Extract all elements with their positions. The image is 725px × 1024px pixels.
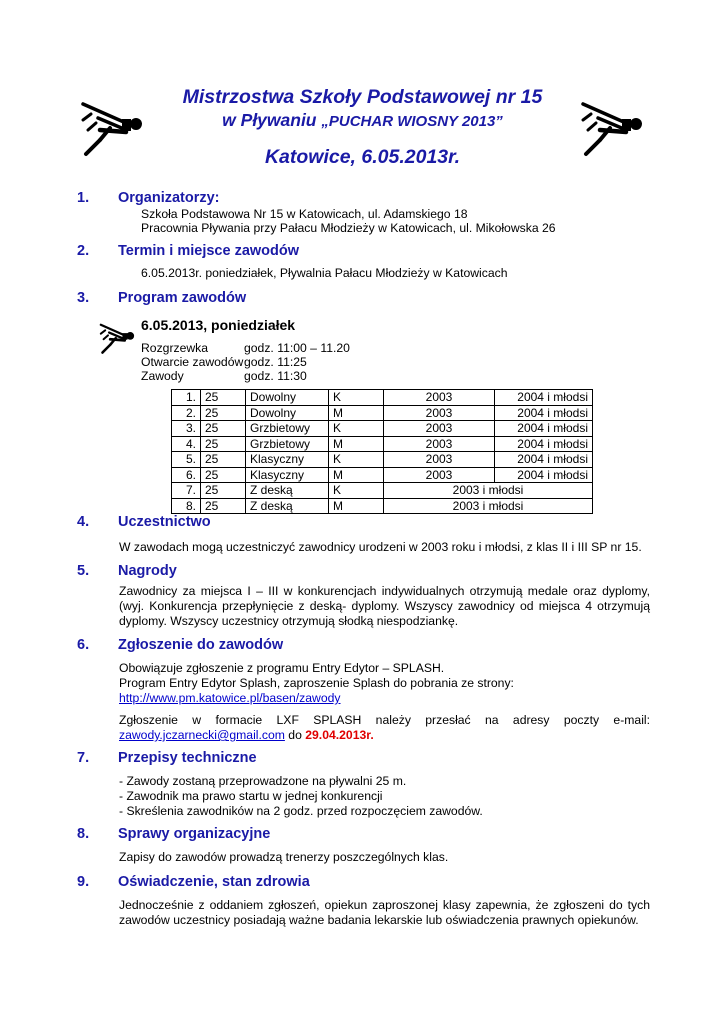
event-birth-year: 2003 [384,405,495,421]
schedule-time: godz. 11:00 – 11.20 [244,341,350,355]
table-row [172,390,593,406]
event-stroke: Z deską [246,483,329,499]
section-title: Uczestnictwo [118,514,211,530]
event-birth-year: 2003 [384,452,495,468]
event-number: 5. [172,452,201,468]
schedule-time: godz. 11:30 [244,369,307,383]
events-table [171,389,593,514]
event-younger-group: 2004 i młodsi [495,467,593,483]
section-title: Przepisy techniczne [118,750,257,766]
schedule-time: godz. 11:25 [244,355,307,369]
section-title: Zgłoszenie do zawodów [118,637,284,653]
event-younger-group: 2004 i młodsi [495,436,593,452]
organizer-line: Pracownia Pływania przy Pałacu Młodzieży w Katowicach, ul. Mikołowska 26 [141,221,556,235]
table-row [172,483,593,499]
page-title: Mistrzostwa Szkoły Podstawowej nr 15 [182,86,543,108]
email-link[interactable]: zawody.jczarnecki@gmail.com [119,728,285,742]
statement-line: zawodów uczestnicy posiadają ważne badania lekarskie lub oświadczenia prawnych opiekunów. [119,913,639,927]
rule-item: - Zawodnik ma prawo startu w jednej konkurencji [119,789,383,803]
page-subtitle [0,110,725,131]
table-row [172,421,593,437]
subtitle-cup-name: „PUCHAR WIOSNY 2013” [321,113,503,130]
table-row [172,436,593,452]
download-link[interactable]: http://www.pm.katowice.pl/basen/zawody [119,691,341,705]
event-stroke: Klasyczny [246,452,329,468]
date-venue-text: 6.05.2013r. poniedziałek, Pływalnia Pałacu Młodzieży w Katowicach [141,266,508,280]
event-birth-year: 2003 [384,436,495,452]
section-number: 8. [77,826,90,842]
entry-deadline-line [119,728,374,743]
event-sex: M [329,405,384,421]
prizes-line: (wyj. Konkurencja przepłynięcie z deską- dyplomy. Wszyscy zawodnicy od miejsca 4 otrzymują [119,599,650,613]
event-sex: K [329,483,384,499]
table-row [172,405,593,421]
prizes-line: Zawodnicy za miejsca I – III w konkurencjach indywidualnych otrzymują medale oraz dyplomy, [119,584,650,598]
section-title: Sprawy organizacyjne [118,826,271,842]
event-age-group: 2003 i młodsi [384,498,593,514]
participation-text: W zawodach mogą uczestniczyć zawodnicy urodzeni w 2003 roku i młodsi, z klas II i III SP nr 15. [119,540,642,554]
schedule-label: Rozgrzewka [141,341,209,355]
event-number: 2. [172,405,201,421]
event-stroke: Dowolny [246,390,329,406]
organizer-line: Szkoła Podstawowa Nr 15 w Katowicach, ul. Adamskiego 18 [141,207,468,221]
section-title: Oświadczenie, stan zdrowia [118,874,310,890]
schedule-row [141,341,350,355]
event-distance: 25 [201,421,246,437]
event-younger-group: 2004 i młodsi [495,452,593,468]
event-number: 4. [172,436,201,452]
event-distance: 25 [201,483,246,499]
schedule-label: Zawody [141,369,184,383]
event-distance: 25 [201,498,246,514]
event-distance: 25 [201,452,246,468]
event-sex: K [329,452,384,468]
event-number: 1. [172,390,201,406]
event-distance: 25 [201,390,246,406]
event-number: 8. [172,498,201,514]
event-stroke: Grzbietowy [246,436,329,452]
event-younger-group: 2004 i młodsi [495,405,593,421]
event-age-group: 2003 i młodsi [384,483,593,499]
section-title: Organizatorzy: [118,190,220,206]
section-number: 3. [77,290,90,306]
entry-info-line: Obowiązuje zgłoszenie z programu Entry Edytor – SPLASH. [119,661,445,675]
event-distance: 25 [201,436,246,452]
event-birth-year: 2003 [384,421,495,437]
section-number: 4. [77,514,90,530]
event-sex: K [329,390,384,406]
event-number: 3. [172,421,201,437]
section-title: Termin i miejsce zawodów [118,243,300,259]
section-number: 2. [77,243,90,259]
organization-text: Zapisy do zawodów prowadzą trenerzy poszczególnych klas. [119,850,449,864]
event-stroke: Klasyczny [246,467,329,483]
subtitle-prefix: w Pływaniu [222,110,322,130]
event-birth-year: 2003 [384,390,495,406]
section-title: Nagrody [118,563,177,579]
table-row [172,498,593,514]
schedule-row [141,355,307,369]
rule-item: - Skreślenia zawodników na 2 godz. przed rozpoczęciem zawodów. [119,804,483,818]
schedule-row [141,369,307,383]
prizes-line: dyplomy. Wszyscy uczestnicy otrzymują słodką niespodziankę. [119,614,459,628]
event-sex: M [329,467,384,483]
deadline-date: 29.04.2013r. [305,728,374,742]
event-younger-group: 2004 i młodsi [495,421,593,437]
rule-item: - Zawody zostaną przeprowadzone na pływalni 25 m. [119,774,407,788]
event-sex: M [329,498,384,514]
schedule-label: Otwarcie zawodów [141,355,244,369]
statement-line: Jednocześnie z oddaniem zgłoszeń, opiekun zaproszonej klasy zapewnia, że zgłoszeni do tych [119,898,650,912]
entry-email-line: Zgłoszenie w formacie LXF SPLASH należy przesłać na adresy poczty e-mail: [119,713,650,727]
section-number: 5. [77,563,90,579]
event-place-date: Katowice, 6.05.2013r. [264,146,461,168]
table-row [172,452,593,468]
section-title: Program zawodów [118,290,247,306]
event-sex: K [329,421,384,437]
event-stroke: Grzbietowy [246,421,329,437]
entry-info-line: Program Entry Edytor Splash, zaproszenie Splash do pobrania ze strony: [119,676,514,690]
event-number: 6. [172,467,201,483]
swimmer-pictogram-icon [98,317,138,357]
section-number: 9. [77,874,90,890]
event-stroke: Dowolny [246,405,329,421]
section-number: 6. [77,637,90,653]
event-number: 7. [172,483,201,499]
event-birth-year: 2003 [384,467,495,483]
table-row [172,467,593,483]
section-number: 1. [77,190,90,206]
event-younger-group: 2004 i młodsi [495,390,593,406]
event-distance: 25 [201,467,246,483]
program-date: 6.05.2013, poniedziałek [141,317,296,333]
event-stroke: Z deską [246,498,329,514]
deadline-connector: do [284,728,306,742]
event-sex: M [329,436,384,452]
event-distance: 25 [201,405,246,421]
section-number: 7. [77,750,90,766]
